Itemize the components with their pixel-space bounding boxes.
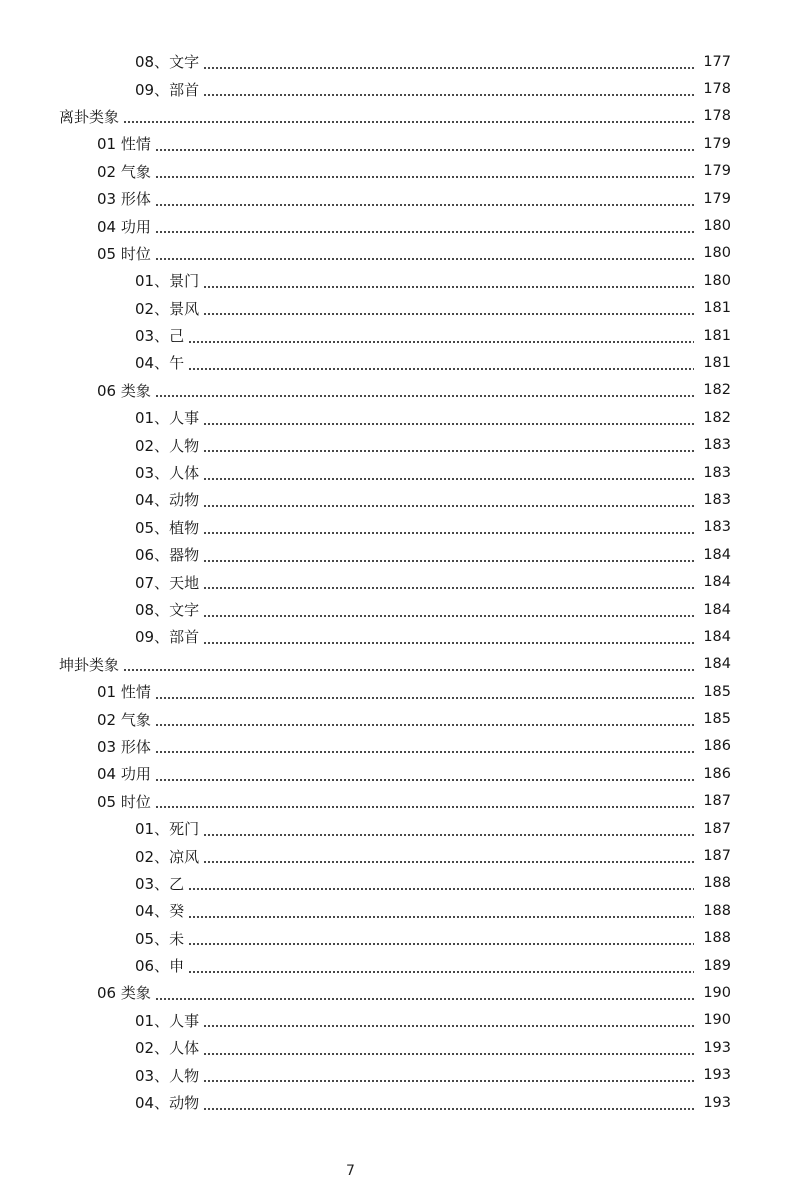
toc-entry[interactable] bbox=[0, 815, 797, 842]
toc-entry-title: 03、乙 bbox=[135, 874, 185, 893]
dot-leader bbox=[123, 669, 694, 671]
toc-entry[interactable] bbox=[0, 979, 797, 1006]
toc-entry[interactable] bbox=[0, 349, 797, 376]
toc-entry-title: 08、文字 bbox=[135, 601, 200, 619]
toc-entry-page-number: 180 bbox=[703, 272, 731, 289]
toc-entry[interactable] bbox=[0, 1089, 797, 1116]
toc-entry[interactable] bbox=[0, 103, 797, 130]
toc-entry-page-number: 187 bbox=[703, 793, 731, 810]
toc-entry-page-number: 178 bbox=[703, 108, 731, 125]
dot-leader bbox=[203, 1080, 694, 1082]
toc-entry[interactable] bbox=[0, 678, 797, 705]
toc-entry[interactable] bbox=[0, 130, 797, 157]
toc-entry-title: 04 功用 bbox=[97, 217, 151, 236]
toc-entry[interactable] bbox=[0, 404, 797, 431]
toc-entry[interactable] bbox=[0, 295, 797, 322]
toc-entry-page-number: 188 bbox=[703, 875, 731, 892]
toc-entry[interactable] bbox=[0, 952, 797, 979]
toc-entry[interactable] bbox=[0, 705, 797, 732]
toc-entry[interactable] bbox=[0, 1061, 797, 1088]
toc-entry-page-number: 180 bbox=[703, 245, 731, 262]
toc-entry-title: 坤卦类象 bbox=[59, 655, 120, 674]
toc-entry[interactable] bbox=[0, 788, 797, 815]
dot-leader bbox=[155, 258, 694, 260]
toc-entry-page-number: 193 bbox=[703, 1067, 731, 1084]
toc-entry-title: 04、动物 bbox=[135, 1094, 200, 1113]
dot-leader bbox=[188, 368, 694, 370]
toc-entry[interactable] bbox=[0, 596, 797, 623]
dot-leader bbox=[155, 395, 694, 397]
dot-leader bbox=[203, 587, 694, 589]
toc-entry[interactable] bbox=[0, 1034, 797, 1061]
toc-entry-title: 06、器物 bbox=[135, 546, 200, 565]
toc-entry-page-number: 179 bbox=[703, 190, 731, 207]
toc-entry-title: 05、未 bbox=[135, 929, 185, 948]
toc-entry-title: 01 性情 bbox=[97, 683, 151, 702]
toc-entry-title: 05 时位 bbox=[97, 244, 151, 263]
toc-entry-title: 02 气象 bbox=[97, 162, 151, 181]
toc-entry[interactable] bbox=[0, 925, 797, 952]
toc-entry-page-number: 184 bbox=[703, 546, 731, 563]
toc-entry-page-number: 187 bbox=[703, 820, 731, 837]
toc-entry[interactable] bbox=[0, 514, 797, 541]
toc-entry-title: 04、午 bbox=[135, 354, 185, 373]
toc-entry-title: 03 形体 bbox=[97, 737, 151, 756]
toc-entry-title: 02、人体 bbox=[135, 1039, 200, 1058]
toc-entry-title: 02、人物 bbox=[135, 436, 200, 455]
toc-entry-page-number: 190 bbox=[703, 1012, 731, 1029]
toc-entry-page-number: 186 bbox=[703, 765, 731, 782]
toc-entry-title: 04、癸 bbox=[135, 902, 185, 921]
toc-entry-page-number: 184 bbox=[703, 628, 731, 645]
toc-entry[interactable] bbox=[0, 459, 797, 486]
toc-entry-page-number: 188 bbox=[703, 930, 731, 947]
toc-entry-page-number: 185 bbox=[703, 683, 731, 700]
dot-leader bbox=[155, 149, 694, 151]
toc-entry[interactable] bbox=[0, 322, 797, 349]
dot-leader bbox=[203, 478, 694, 480]
toc-entry-page-number: 182 bbox=[703, 382, 731, 399]
toc-entry[interactable] bbox=[0, 486, 797, 513]
toc-entry[interactable] bbox=[0, 75, 797, 102]
toc-entry-page-number: 183 bbox=[703, 464, 731, 481]
toc-entry-page-number: 181 bbox=[703, 354, 731, 371]
toc-entry-page-number: 179 bbox=[703, 135, 731, 152]
toc-entry-page-number: 184 bbox=[703, 656, 731, 673]
dot-leader bbox=[203, 642, 694, 644]
toc-entry-title: 03、人体 bbox=[135, 464, 200, 483]
toc-entry-title: 06 类象 bbox=[97, 381, 151, 400]
dot-leader bbox=[203, 834, 694, 836]
dot-leader bbox=[188, 341, 694, 343]
toc-entry-page-number: 183 bbox=[703, 519, 731, 536]
toc-entry[interactable] bbox=[0, 897, 797, 924]
toc-entry[interactable] bbox=[0, 185, 797, 212]
toc-entry-page-number: 180 bbox=[703, 218, 731, 235]
toc-entry-title: 03 形体 bbox=[97, 190, 151, 209]
toc-entry-page-number: 193 bbox=[703, 1039, 731, 1056]
toc-entry-page-number: 181 bbox=[703, 300, 731, 317]
toc-entry-title: 09、部首 bbox=[135, 628, 200, 647]
toc-entry-title: 07、天地 bbox=[135, 573, 200, 592]
toc-entry-page-number: 182 bbox=[703, 409, 731, 426]
dot-leader bbox=[203, 1108, 694, 1110]
toc-entry-title: 01 性情 bbox=[97, 135, 151, 154]
toc-entry-page-number: 184 bbox=[703, 601, 731, 618]
toc-entry-title: 离卦类象 bbox=[59, 107, 120, 126]
toc-entry[interactable] bbox=[0, 760, 797, 787]
toc-entry-title: 02、景风 bbox=[135, 299, 200, 318]
toc-entry[interactable] bbox=[0, 1007, 797, 1034]
dot-leader bbox=[155, 751, 694, 753]
toc-entry-title: 06 类象 bbox=[97, 984, 151, 1003]
dot-leader bbox=[155, 806, 694, 808]
toc-entry-title: 04 功用 bbox=[97, 765, 151, 784]
dot-leader bbox=[188, 943, 694, 945]
toc-entry-title: 02 气象 bbox=[97, 710, 151, 729]
dot-leader bbox=[188, 916, 694, 918]
toc-entry-page-number: 190 bbox=[703, 984, 731, 1001]
dot-leader bbox=[203, 1025, 694, 1027]
toc-entry-page-number: 187 bbox=[703, 848, 731, 865]
page-number: 7 bbox=[346, 1163, 355, 1179]
toc-entry[interactable] bbox=[0, 842, 797, 869]
dot-leader bbox=[188, 888, 694, 890]
toc-entry[interactable] bbox=[0, 651, 797, 678]
toc-entry-page-number: 188 bbox=[703, 902, 731, 919]
toc-entry-title: 01、人事 bbox=[135, 409, 200, 428]
toc-entry-page-number: 179 bbox=[703, 163, 731, 180]
toc-entry-title: 04、动物 bbox=[135, 491, 200, 510]
toc-entry-page-number: 183 bbox=[703, 491, 731, 508]
dot-leader bbox=[203, 286, 694, 288]
dot-leader bbox=[203, 505, 694, 507]
dot-leader bbox=[203, 313, 694, 315]
toc-entry-page-number: 181 bbox=[703, 327, 731, 344]
dot-leader bbox=[155, 998, 694, 1000]
toc-entry[interactable] bbox=[0, 158, 797, 185]
dot-leader bbox=[188, 971, 694, 973]
toc-entry-page-number: 177 bbox=[703, 53, 731, 70]
toc-entry[interactable] bbox=[0, 870, 797, 897]
dot-leader bbox=[203, 94, 694, 96]
toc-entry-page-number: 186 bbox=[703, 738, 731, 755]
dot-leader bbox=[203, 560, 694, 562]
dot-leader bbox=[203, 423, 694, 425]
dot-leader bbox=[203, 615, 694, 617]
dot-leader bbox=[203, 532, 694, 534]
toc-entry[interactable] bbox=[0, 733, 797, 760]
toc-entry-title: 01、死门 bbox=[135, 820, 200, 839]
toc-entry[interactable] bbox=[0, 267, 797, 294]
table-of-contents bbox=[0, 48, 797, 1116]
toc-entry-title: 08、文字 bbox=[135, 53, 200, 72]
toc-entry-page-number: 178 bbox=[703, 81, 731, 98]
dot-leader bbox=[203, 861, 694, 863]
dot-leader bbox=[123, 121, 694, 123]
toc-entry-title: 01、景门 bbox=[135, 272, 200, 291]
toc-entry-page-number: 183 bbox=[703, 437, 731, 454]
dot-leader bbox=[155, 231, 694, 233]
toc-entry-title: 03、人物 bbox=[135, 1066, 200, 1085]
dot-leader bbox=[155, 697, 694, 699]
toc-entry[interactable] bbox=[0, 212, 797, 239]
toc-entry[interactable] bbox=[0, 541, 797, 568]
toc-entry-page-number: 193 bbox=[703, 1094, 731, 1111]
toc-entry-page-number: 184 bbox=[703, 574, 731, 591]
toc-entry[interactable] bbox=[0, 431, 797, 458]
toc-entry[interactable] bbox=[0, 568, 797, 595]
toc-entry[interactable] bbox=[0, 240, 797, 267]
toc-entry[interactable] bbox=[0, 623, 797, 650]
toc-entry-title: 02、凉风 bbox=[135, 847, 200, 866]
toc-entry[interactable] bbox=[0, 377, 797, 404]
toc-entry-title: 06、申 bbox=[135, 957, 185, 976]
dot-leader bbox=[155, 176, 694, 178]
dot-leader bbox=[203, 450, 694, 452]
toc-entry[interactable] bbox=[0, 48, 797, 75]
toc-entry-title: 01、人事 bbox=[135, 1011, 200, 1030]
dot-leader bbox=[203, 67, 694, 69]
dot-leader bbox=[203, 1053, 694, 1055]
dot-leader bbox=[155, 724, 694, 726]
toc-entry-page-number: 189 bbox=[703, 957, 731, 974]
dot-leader bbox=[155, 204, 694, 206]
toc-entry-title: 03、己 bbox=[135, 327, 185, 346]
toc-entry-title: 09、部首 bbox=[135, 80, 200, 99]
toc-entry-page-number: 185 bbox=[703, 711, 731, 728]
toc-entry-title: 05 时位 bbox=[97, 792, 151, 811]
toc-entry-title: 05、植物 bbox=[135, 518, 200, 537]
dot-leader bbox=[155, 779, 694, 781]
